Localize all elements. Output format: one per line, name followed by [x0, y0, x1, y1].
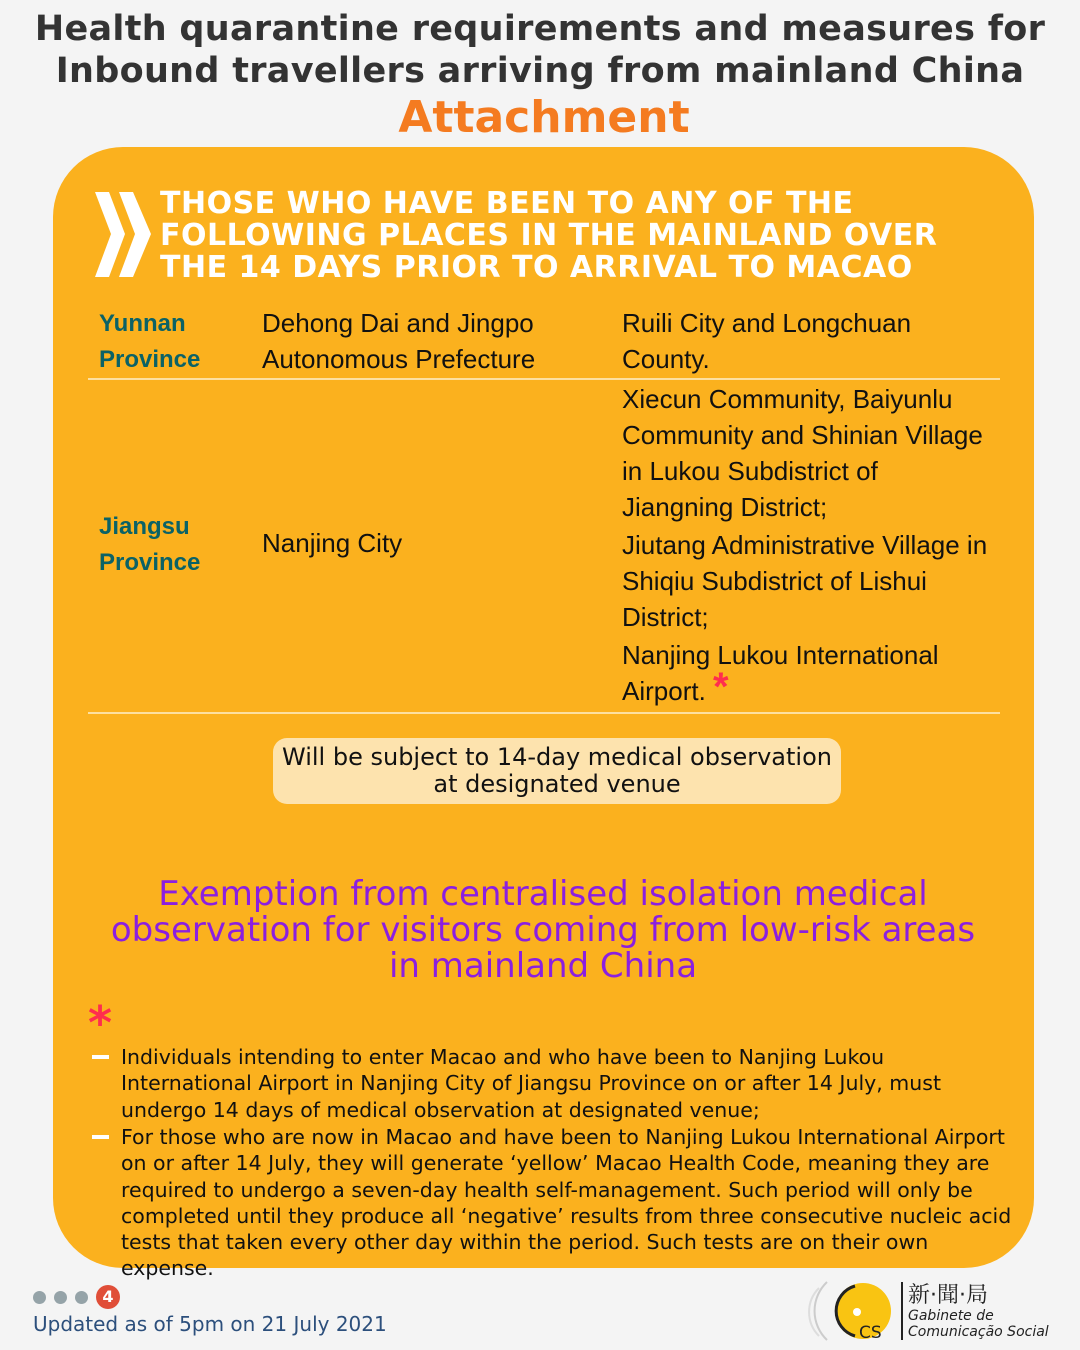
note-line: at designated venue	[433, 770, 681, 798]
heading-line: FOLLOWING PLACES IN THE MAINLAND OVER	[160, 218, 938, 253]
bullet-text: For those who are now in Macao and have been to Nanjing Lukou International Airport on or after 14 July, they will generate ‘yellow’ Macao Health Code, meaning they are required to undergo a seven-day health self-management. Such period will only be completed until they produce all ‘negative’ results from three consecutive nucleic acid tests that taken every other day within the period. Such tests are on their own expense.	[121, 1125, 1012, 1281]
area-text: Nanjing Lukou International	[622, 640, 939, 670]
logo-text	[908, 1308, 1049, 1340]
city-dehong	[262, 305, 535, 377]
heading-line: THOSE WHO HAVE BEEN TO ANY OF THE	[160, 186, 854, 221]
updated-timestamp: Updated as of 5pm on 21 July 2021	[33, 1312, 387, 1336]
page-dot[interactable]	[54, 1291, 67, 1304]
province-text: Yunnan	[99, 310, 186, 337]
bullet-item	[92, 1124, 1012, 1282]
city-text: Autonomous Prefecture	[262, 344, 536, 374]
row-divider	[88, 712, 1000, 714]
page-indicator	[33, 1285, 120, 1309]
attachment-heading: Attachment	[398, 92, 690, 143]
area-text: Airport.	[622, 676, 706, 706]
logo-divider	[901, 1282, 903, 1340]
dash-icon	[92, 1135, 109, 1139]
province-text: Province	[99, 549, 201, 576]
gcs-logo	[805, 1278, 1075, 1344]
area-text: District;	[622, 602, 709, 632]
areas-jiangsu	[622, 381, 987, 709]
bullet-text: Individuals intending to enter Macao and who have been to Nanjing Lukou International Airport in Nanjing City of Jiangsu Province on or after 14 July, must undergo 14 days of medical observation at designated venue;	[121, 1045, 941, 1122]
page-dot[interactable]	[75, 1291, 88, 1304]
gcs-emblem-icon	[805, 1278, 901, 1344]
section-heading	[160, 188, 937, 284]
city-text: Dehong Dai and Jingpo	[262, 308, 534, 338]
logo-line: Comunicação Social	[908, 1324, 1049, 1340]
exemption-heading	[0, 876, 1080, 984]
area-text: Ruili City and Longchuan	[622, 308, 912, 338]
page-dot[interactable]	[33, 1291, 46, 1304]
title-line: Inbound travellers arriving from mainland China	[55, 51, 1025, 91]
area-text: in Lukou Subdistrict of	[622, 456, 878, 486]
bullet-item	[92, 1044, 1012, 1123]
exemption-line: observation for visitors coming from low-risk areas	[110, 910, 976, 950]
city-nanjing: Nanjing City	[262, 528, 403, 558]
row-divider	[88, 378, 1000, 380]
area-text: Jiutang Administrative Village in	[622, 530, 988, 560]
province-jiangsu	[99, 509, 200, 581]
logo-line: Gabinete de	[908, 1308, 994, 1324]
area-text: Jiangning District;	[622, 492, 828, 522]
note-line: Will be subject to 14-day medical observation	[282, 743, 832, 771]
areas-yunnan	[622, 305, 911, 377]
observation-note	[273, 738, 841, 804]
svg-text:CS: CS	[859, 1323, 882, 1343]
title-line: Health quarantine requirements and measures for	[34, 9, 1046, 49]
exemption-line: in mainland China	[388, 946, 698, 986]
area-text: Shiqiu Subdistrict of Lishui	[622, 566, 927, 596]
double-chevron-icon	[95, 192, 155, 277]
asterisk-icon: *	[713, 665, 729, 709]
heading-line: THE 14 DAYS PRIOR TO ARRIVAL TO MACAO	[160, 250, 913, 285]
province-yunnan	[99, 306, 200, 378]
logo-chinese: 新·聞·局	[908, 1283, 988, 1308]
dash-icon	[92, 1055, 109, 1059]
page-title	[0, 8, 1080, 92]
province-text: Province	[99, 346, 201, 373]
area-text: Xiecun Community, Baiyunlu	[622, 384, 953, 414]
area-text: County.	[622, 344, 710, 374]
province-text: Jiangsu	[99, 513, 190, 540]
exemption-line: Exemption from centralised isolation medical	[158, 874, 928, 914]
current-page-badge: 4	[96, 1285, 120, 1309]
area-text: Community and Shinian Village	[622, 420, 983, 450]
asterisk-icon: *	[88, 996, 113, 1050]
